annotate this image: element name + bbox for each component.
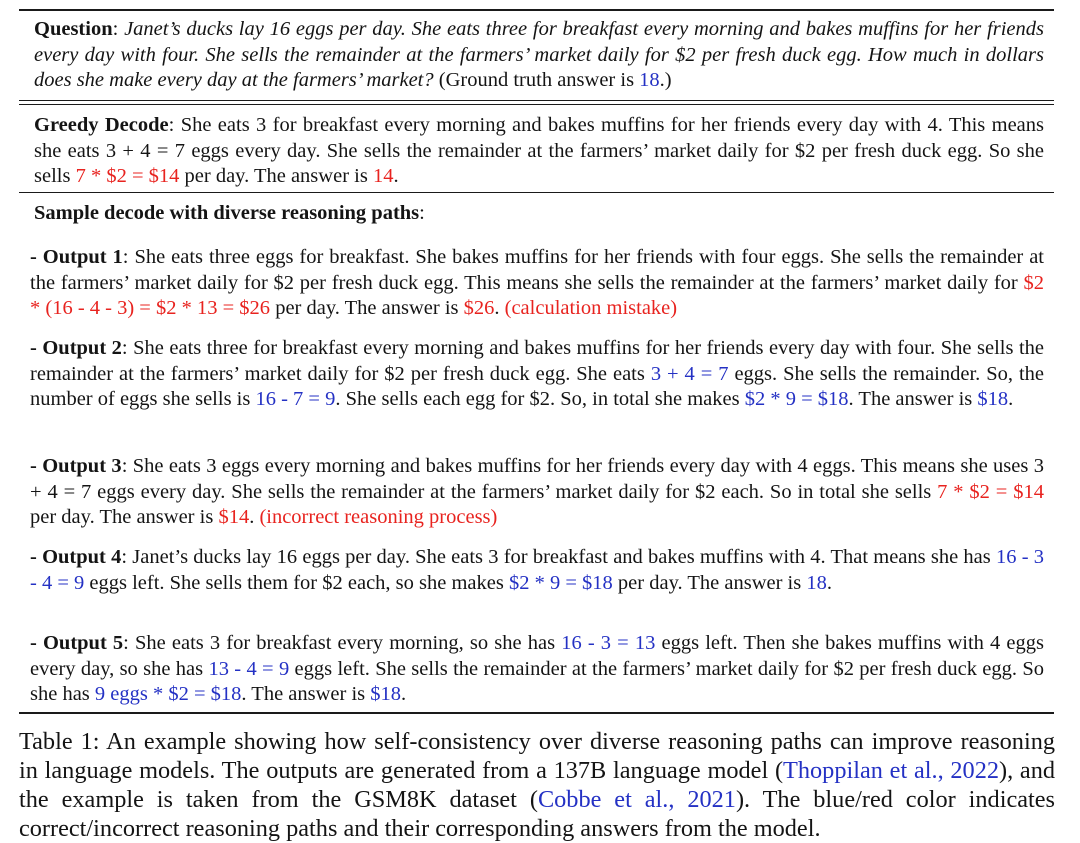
output-4-text-3: per day. The answer is — [612, 571, 807, 594]
output-5-calc-2: 13 - 4 = 9 — [208, 657, 290, 680]
greedy-paragraph: Greedy Decode: She eats 3 for breakfast every morning and bakes muffins for her friends every day with 4. This means she eats 3 + 4 = 7 eggs every day. She sells the remainder at the farmers’ market daily for $2 per fresh duck egg. So she sells 7 * $2 = $14 per day. The answer is 14. — [34, 114, 1045, 187]
citation-thoppilan[interactable]: Thoppilan et al., 2022 — [783, 757, 999, 784]
output-4-answer: 18 — [806, 571, 827, 594]
output-4-paragraph: - Output 4: Janet’s ducks lay 16 eggs per day. She eats 3 for breakfast and bakes muffins with 4. That means she has 16 - 3 - 4 = 9 eggs left. She sells them for $2 each, so she makes $2 * 9 = $18 per day. The answer is 18. — [30, 546, 1044, 594]
output-1-text-1: She eats three eggs for breakfast. She bakes muffins for her friends with four eggs. She sells the remainder at the farmers’ market daily for $2 per fresh duck egg. This means she sells the remainder at the farmers’ market daily for — [30, 246, 1045, 294]
output-3-text-2: per day. The answer is — [30, 506, 219, 528]
sample-header: Sample decode with diverse reasoning paths — [34, 202, 420, 224]
output-3-calc: 7 * $2 = $14 — [937, 480, 1044, 503]
output-5-label: Output 5 — [42, 632, 124, 654]
output-2-text-2: eggs. She sells the remainder. So, the number of eggs she sells is — [30, 362, 1045, 410]
output-1-label: Output 1 — [42, 246, 123, 268]
ground-truth-value: 18 — [639, 69, 660, 91]
output-1-calc: $2 * (16 - 4 - 3) = $2 * 13 = $26 — [30, 271, 1044, 319]
greedy-text-1: She eats 3 for breakfast every morning and bakes muffins for her friends every day with 4. This means she eats 3 + 4 = 7 eggs every day. She sells the remainder at the farmers’ market daily for $2 per fresh duck egg. So she sells — [34, 114, 1045, 187]
question-label: Question — [34, 18, 113, 40]
output-2-text-1: She eats three for breakfast every morning and bakes muffins for her friends every day with four. She sells the remainder at the farmers’ market daily for $2 per fresh duck egg. She eats — [30, 337, 1044, 385]
caption-text-2: ), and the example is taken from the GSM8K dataset ( — [19, 757, 1055, 813]
output-4-calc-1: 16 - 3 - 4 = 9 — [30, 546, 1044, 594]
output-5-answer: $18 — [370, 683, 402, 705]
output-3-label: Output 3 — [42, 455, 122, 477]
output-2-calc-2: 16 - 7 = 9 — [255, 388, 336, 410]
sample-header-paragraph: Sample decode with diverse reasoning paths: — [34, 202, 425, 224]
output-2-calc-3: $2 * 9 = $18 — [744, 388, 849, 410]
greedy-label: Greedy Decode — [34, 114, 169, 136]
question-rule-2 — [19, 104, 1054, 105]
greedy-rule — [19, 192, 1054, 193]
output-2-calc-1: 3 + 4 = 7 — [650, 362, 729, 385]
output-1-note: (calculation mistake) — [504, 297, 678, 319]
question-rule-1 — [19, 100, 1054, 101]
output-3-paragraph: - Output 3: She eats 3 eggs every morning and bakes muffins for her friends every day with 4 eggs. This means she uses 3 + 4 = 7 eggs every day. She sells the remainder at the farmers’ market daily for $2 each. So in total she sells 7 * $2 = $14 per day. The answer is $14. (incorrect reasoning process) — [30, 455, 1045, 528]
greedy-answer: 14 — [372, 165, 394, 187]
ground-truth-prefix: (Ground truth answer is — [438, 69, 640, 91]
output-2-paragraph: - Output 2: She eats three for breakfast every morning and bakes muffins for her friends every day with four. She sells the remainder at the farmers’ market daily for $2 per fresh duck egg. She eats 3 + 4 = 7 eggs. She sells the remainder. So, the number of eggs she sells is 16 - 7 = 9. She sells each egg for $2. So, in total she makes $2 * 9 = $18. The answer is $18. — [30, 337, 1045, 410]
ground-truth-suffix: .) — [659, 69, 672, 91]
output-5-text-4: . The answer is — [241, 683, 371, 705]
top-rule — [19, 9, 1054, 11]
output-2-answer: $18 — [977, 388, 1009, 410]
question-paragraph: Question: Janet’s ducks lay 16 eggs per day. She eats three for breakfast every morning and bakes muffins for her friends every day with four. She sells the remainder at the farmers’ market daily for $2 per fresh duck egg. How much in dollars does she make every day at the farmers’ market? (Ground truth answer is 18.) — [34, 18, 1044, 91]
output-2-label: Output 2 — [42, 337, 122, 359]
output-2-text-4: . The answer is — [848, 388, 978, 410]
output-3-answer: $14 — [218, 506, 250, 528]
output-5-text-2: eggs left. Then she bakes muffins with 4 eggs every day, so she has — [30, 632, 1044, 680]
output-5-paragraph: - Output 5: She eats 3 for breakfast every morning, so she has 16 - 3 = 13 eggs left. Then she bakes muffins with 4 eggs every day, so she has 13 - 4 = 9 eggs left. She sells the remainder at the farmers’ market daily for $2 per fresh duck egg. So she has 9 eggs * $2 = $18. The answer is $18. — [30, 632, 1044, 705]
output-1-paragraph: - Output 1: She eats three eggs for breakfast. She bakes muffins for her friends with four eggs. She sells the remainder at the farmers’ market daily for $2 per fresh duck egg. This means she sells the remainder at the farmers’ market daily for $2 * (16 - 4 - 3) = $2 * 13 = $26 per day. The answer is $26. (calculation mistake) — [30, 246, 1045, 319]
output-4-text-4: . — [826, 571, 832, 594]
output-3-note: (incorrect reasoning process) — [259, 506, 498, 528]
output-5-calc-3: 9 eggs * $2 = $18 — [94, 683, 242, 705]
greedy-text-3: . — [393, 165, 399, 187]
output-4-text-2: eggs left. She sells them for $2 each, so she makes — [84, 571, 509, 594]
output-4-text-1: Janet’s ducks lay 16 eggs per day. She eats 3 for breakfast and bakes muffins with 4. That means she has — [132, 546, 996, 568]
output-1-answer: $26 — [463, 297, 495, 319]
output-4-calc-2: $2 * 9 = $18 — [508, 571, 613, 594]
caption-text-1: Table 1: An example showing how self-consistency over diverse reasoning paths can improve reasoning in language models. The outputs are generated from a 137B language model ( — [19, 728, 1055, 784]
output-5-text-1: She eats 3 for breakfast every morning, so she has — [134, 632, 562, 654]
output-3-text-1: She eats 3 eggs every morning and bakes muffins for her friends every day with 4 eggs. This means she uses 3 + 4 = 7 eggs every day. She sells the remainder at the farmers’ market daily for $2 each. So in total she sells — [30, 455, 1045, 503]
output-4-label: Output 4 — [42, 546, 122, 568]
greedy-text-2: per day. The answer is — [179, 165, 373, 187]
output-5-text-3: eggs left. She sells the remainder at the farmers’ market daily for $2 per fresh duck egg. So she has — [30, 657, 1044, 705]
output-2-text-3: . She sells each egg for $2. So, in total she makes — [335, 388, 745, 410]
output-1-text-3: . — [494, 297, 505, 319]
output-5-calc-1: 16 - 3 = 13 — [561, 632, 656, 654]
caption-text-3: ). The blue/red color indicates correct/incorrect reasoning paths and their corresponding answers from the model. — [19, 786, 1055, 842]
output-2-text-5: . — [1008, 388, 1014, 410]
bottom-rule — [19, 712, 1054, 714]
output-5-text-5: . — [401, 683, 407, 705]
output-3-text-3: . — [249, 506, 260, 528]
output-1-text-2: per day. The answer is — [270, 297, 464, 319]
citation-cobbe[interactable]: Cobbe et al., 2021 — [537, 786, 736, 813]
greedy-calc: 7 * $2 = $14 — [75, 165, 180, 187]
question-text: Janet’s ducks lay 16 eggs per day. She eats three for breakfast every morning and bakes muffins for her friends every day with four. She sells the remainder at the farmers’ market daily for $2 per fresh duck egg. How much in dollars does she make every day at the farmers’ market? — [34, 18, 1044, 91]
table-caption — [19, 727, 1055, 843]
